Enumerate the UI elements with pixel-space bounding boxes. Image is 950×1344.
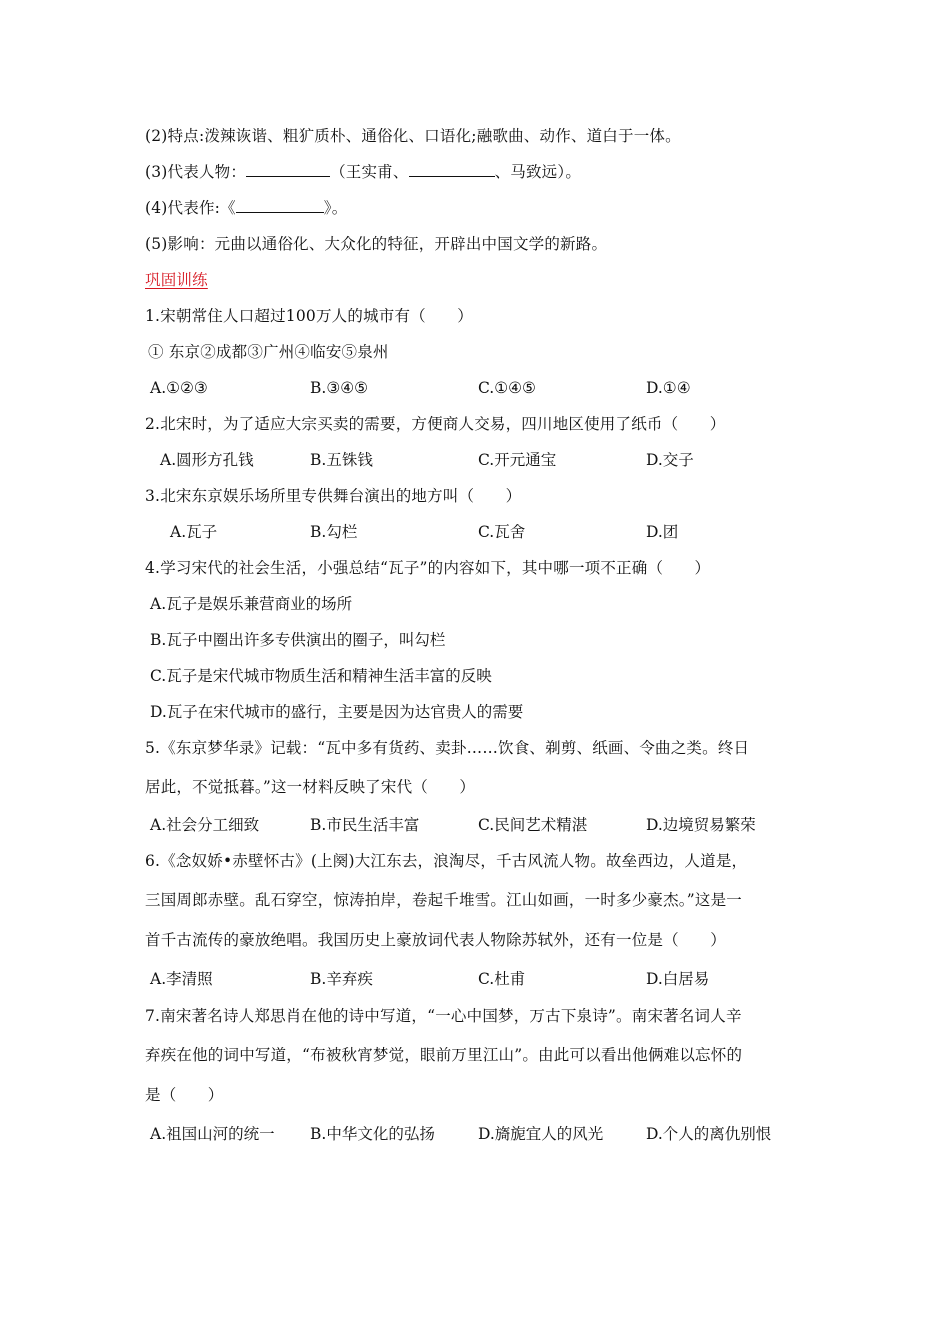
- question-1-stem: 1.宋朝常住人口超过100万人的城市有（ ）: [145, 307, 473, 325]
- question-7-option-b[interactable]: B.中华文化的弘扬: [310, 1125, 435, 1143]
- question-6-stem-line-3: 首千古流传的豪放绝唱。我国历史上豪放词代表人物除苏轼外，还有一位是（ ）: [145, 931, 726, 949]
- question-5-stem-line-1: 5.《东京梦华录》记载：“瓦中多有货药、卖卦……饮食、剃剪、纸画、令曲之类。终日: [145, 739, 750, 757]
- question-6-stem-line-1: 6.《念奴娇•赤壁怀古》(上阕)大江东去，浪淘尽，千古风流人物。故垒西边，人道是，: [145, 852, 748, 870]
- item4-suffix: 》。: [323, 199, 348, 217]
- representative-work-item: [145, 198, 347, 218]
- fill-blank-2[interactable]: [409, 162, 495, 177]
- question-2-stem: 2.北宋时，为了适应大宗买卖的需要，方便商人交易，四川地区使用了纸币（ ）: [145, 415, 726, 433]
- question-3-stem: 3.北宋东京娱乐场所里专供舞台演出的地方叫（ ）: [145, 487, 522, 505]
- feature-item: (2)特点:泼辣诙谐、粗犷质朴、通俗化、口语化;融歌曲、动作、道白于一体。: [145, 127, 681, 145]
- question-1-sub: ① 东京②成都③广州④临安⑤泉州: [148, 343, 389, 361]
- question-6-stem-line-2: 三国周郎赤壁。乱石穿空，惊涛拍岸，卷起千堆雪。江山如画，一时多少豪杰。”这是一: [145, 891, 742, 909]
- question-1-option-b[interactable]: B.③④⑤: [310, 379, 369, 397]
- question-3-option-d[interactable]: D.团: [646, 523, 679, 541]
- question-7-stem-line-1: 7.南宋著名诗人郑思肖在他的诗中写道，“一心中国梦，万古下泉诗”。南宋著名词人辛: [145, 1007, 742, 1025]
- question-3-option-a[interactable]: A.瓦子: [170, 523, 218, 541]
- question-7-option-d[interactable]: D.个人的离仇别恨: [646, 1125, 772, 1143]
- section-title: 巩固训练: [145, 271, 208, 289]
- question-5-stem-line-2: 居此，不觉抵暮。”这一材料反映了宋代（ ）: [145, 778, 476, 796]
- question-4-stem: 4.学习宋代的社会生活，小强总结“瓦子”的内容如下，其中哪一项不正确（ ）: [145, 559, 711, 577]
- question-2-option-b[interactable]: B.五铢钱: [310, 451, 373, 469]
- question-4-option-b[interactable]: B.瓦子中圈出许多专供演出的圈子，叫勾栏: [150, 631, 446, 649]
- question-7-stem-line-3: 是（ ）: [145, 1086, 224, 1104]
- question-5-option-b[interactable]: B.市民生活丰富: [310, 816, 420, 834]
- question-6-option-a[interactable]: A.李清照: [150, 970, 213, 988]
- question-6-option-d[interactable]: D.白居易: [646, 970, 710, 988]
- question-5-option-a[interactable]: A.社会分工细致: [150, 816, 260, 834]
- question-7-stem-line-2: 弃疾在他的词中写道，“布被秋宵梦觉，眼前万里江山”。由此可以看出他俩难以忘怀的: [145, 1046, 743, 1064]
- question-1-option-d[interactable]: D.①④: [646, 379, 691, 397]
- question-2-option-c[interactable]: C.开元通宝: [478, 451, 557, 469]
- influence-item: (5)影响：元曲以通俗化、大众化的特征，开辟出中国文学的新路。: [145, 235, 608, 253]
- question-3-option-c[interactable]: C.瓦舍: [478, 523, 526, 541]
- fill-blank-1[interactable]: [246, 162, 330, 177]
- question-4-option-d[interactable]: D.瓦子在宋代城市的盛行，主要是因为达官贵人的需要: [150, 703, 524, 721]
- question-7-option-a[interactable]: A.祖国山河的统一: [150, 1125, 275, 1143]
- item3-suffix: 、马致远）。: [494, 163, 582, 181]
- item3-prefix: (3)代表人物：: [145, 163, 247, 181]
- question-4-option-a[interactable]: A.瓦子是娱乐兼营商业的场所: [150, 595, 353, 613]
- question-5-option-c[interactable]: C.民间艺术精湛: [478, 816, 588, 834]
- question-3-option-b[interactable]: B.勾栏: [310, 523, 358, 541]
- question-7-option-c[interactable]: D.旖旎宜人的风光: [478, 1125, 604, 1143]
- question-2-option-d[interactable]: D.交子: [646, 451, 694, 469]
- fill-blank-3[interactable]: [236, 198, 324, 213]
- question-5-option-d[interactable]: D.边境贸易繁荣: [646, 816, 756, 834]
- question-6-option-b[interactable]: B.辛弃疾: [310, 970, 373, 988]
- question-1-option-a[interactable]: A.①②③: [150, 379, 208, 397]
- question-2-option-a[interactable]: A.圆形方孔钱: [160, 451, 254, 469]
- item3-middle: （王实甫、: [330, 163, 409, 181]
- question-1-option-c[interactable]: C.①④⑤: [478, 379, 536, 397]
- question-4-option-c[interactable]: C.瓦子是宋代城市物质生活和精神生活丰富的反映: [150, 667, 492, 685]
- item4-prefix: (4)代表作:《: [145, 199, 236, 217]
- representative-figures-item: [145, 162, 581, 182]
- question-6-option-c[interactable]: C.杜甫: [478, 970, 526, 988]
